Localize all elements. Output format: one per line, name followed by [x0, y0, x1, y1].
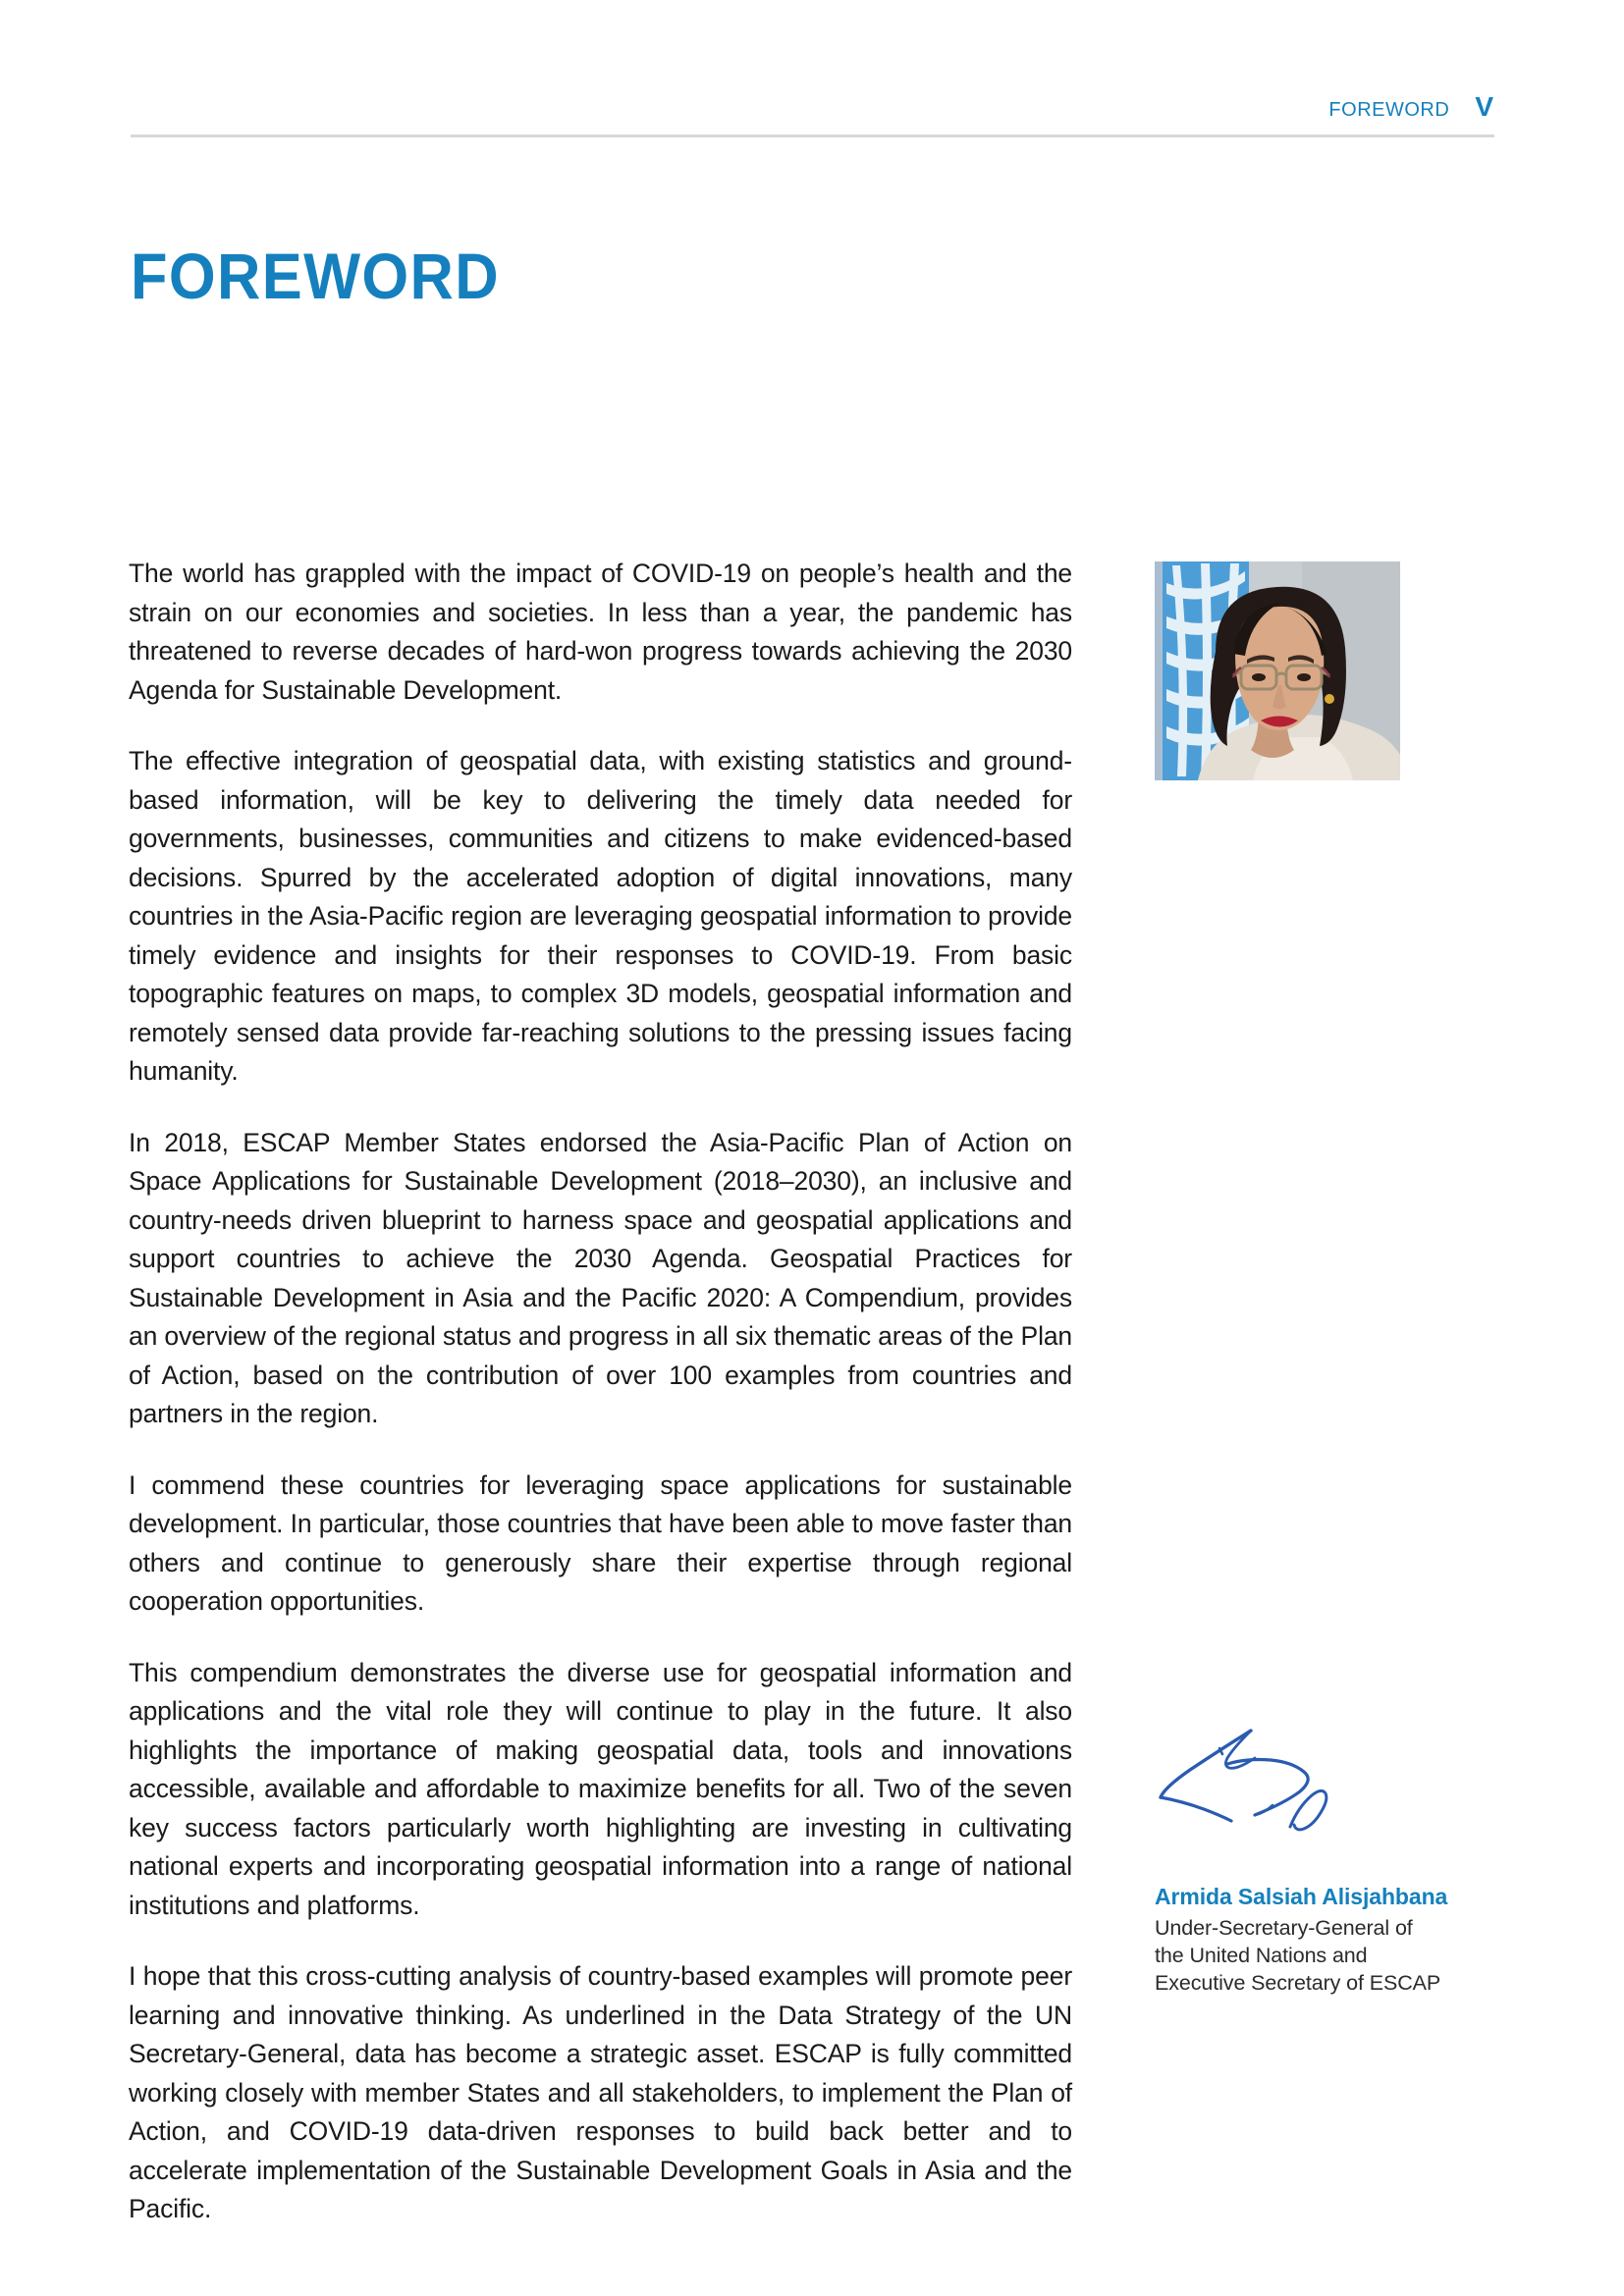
signatory-role-line-2: the United Nations and [1155, 1944, 1368, 1967]
signatory-role-line-3: Executive Secretary of ESCAP [1155, 1971, 1441, 1995]
paragraph-1: The world has grappled with the impact of COVID-19 on people’s health and the strain on our economies and societies. In less than a year, the pandemic has threatened to reverse decades of hard-won progress towards achieving the 2030 Agenda for Sustainable Development. [129, 559, 1072, 705]
signatory-block [1155, 1882, 1489, 1997]
portrait-photo [1155, 561, 1400, 780]
body-text-column [129, 555, 1072, 2229]
paragraph-3: In 2018, ESCAP Member States endorsed the Asia-Pacific Plan of Action on Space Applications for Sustainable Development (2018–2030), an inclusive and country-needs driven blueprint to harness space and geospatial applications and support countries to achieve the 2030 Agenda. Geospatial Practices for Sustainable Development in Asia and the Pacific 2020: A Compendium, provides an overview of the regional status and progress in all six thematic areas of the Plan of Action, based on the contribution of over 100 examples from countries and partners in the region. [129, 1127, 1072, 1428]
page-number: V [1475, 91, 1493, 122]
signatory-role-line-1: Under-Secretary-General of [1155, 1916, 1413, 1940]
paragraph-6: I hope that this cross-cutting analysis of country-based examples will promote peer learning and innovative thinking. As underlined in the Data Strategy of the UN Secretary-General, data has become a strategic asset. ESCAP is fully committed working closely with member States and all stakeholders, to implement the Plan of Action, and COVID-19 data-driven responses to build back better and to accelerate implementation of the Sustainable Development Goals in Asia and the Pacific. [129, 1961, 1072, 2223]
signatory-role [1155, 1914, 1489, 1997]
paragraph-2: The effective integration of geospatial data, with existing statistics and ground-based information, will be key to delivering the timely data needed for governments, businesses, communities and citizens to make evidenced-based decisions. Spurred by the accelerated adoption of digital innovations, many countries in the Asia-Pacific region are leveraging geospatial information to provide timely evidence and insights for their responses to COVID-19. From basic topographic features on maps, to complex 3D models, geospatial information and remotely sensed data provide far-reaching solutions to the pressing issues facing humanity. [129, 746, 1072, 1086]
running-header [1328, 93, 1493, 122]
running-header-label: FOREWORD [1328, 99, 1450, 121]
page-title: FOREWORD [131, 240, 500, 313]
paragraph-4: I commend these countries for leveraging space applications for sustainable development. In particular, those countries that have been able to move faster than others and continue to generously share their expertise through regional cooperation opportunities. [129, 1469, 1072, 1616]
paragraph-5: This compendium demonstrates the diverse use for geospatial information and applications and the vital role they will continue to play in the future. It also highlights the importance of making geospatial data, tools and innovations accessible, available and affordable to maximize benefits for all. Two of the seven key success factors particularly worth highlighting are investing in cultivating national experts and incorporating geospatial information into a range of national institutions and platforms. [129, 1657, 1072, 1920]
signature-image [1151, 1703, 1406, 1850]
signatory-name: Armida Salsiah Alisjahbana [1155, 1884, 1448, 1909]
header-divider [131, 134, 1494, 137]
